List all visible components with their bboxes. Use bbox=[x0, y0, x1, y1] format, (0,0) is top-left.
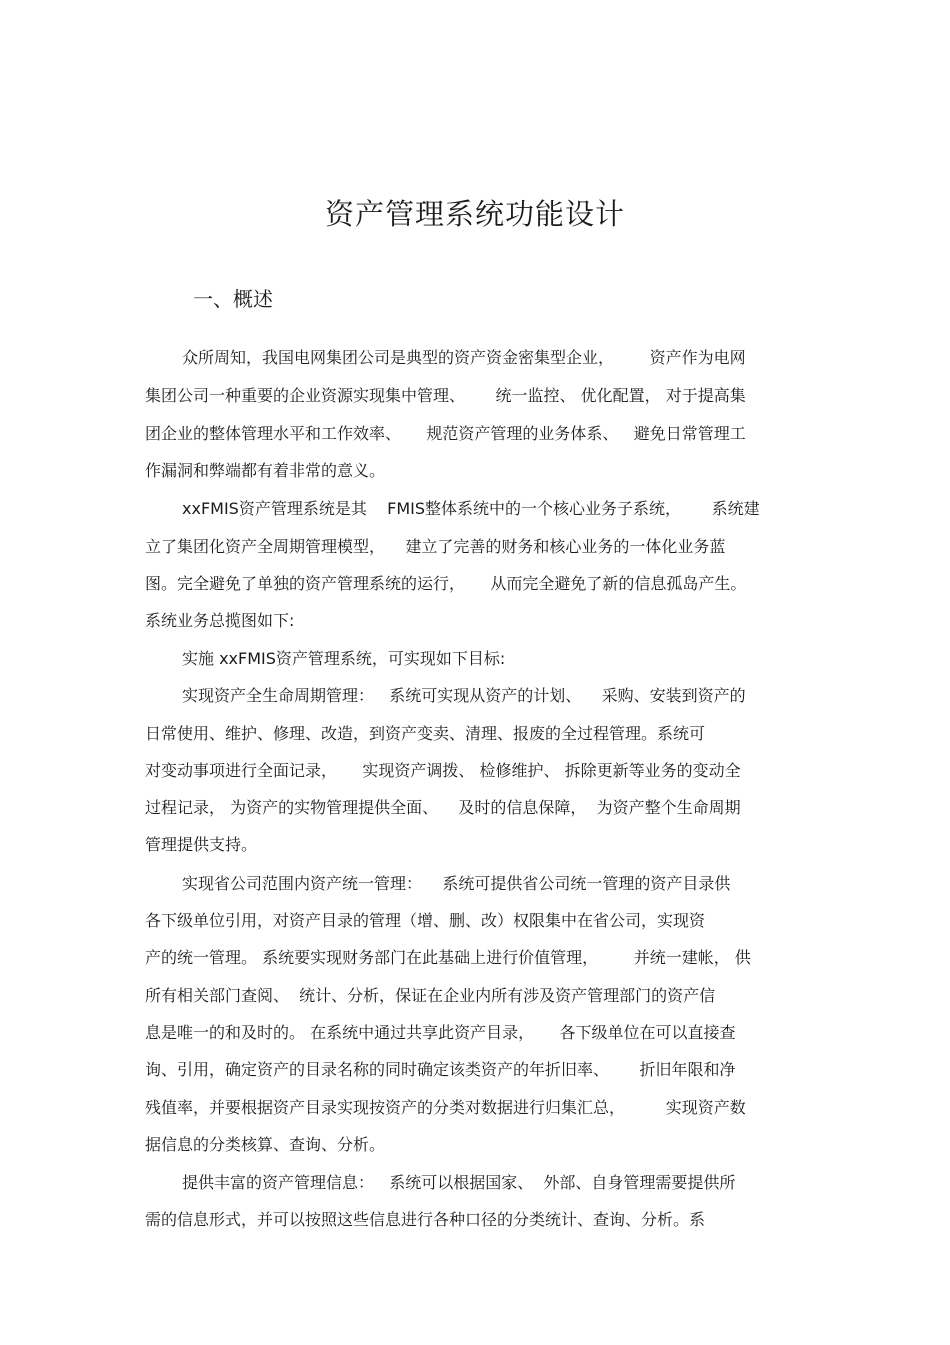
paragraph-line: 所有相关部门查阅、 统计、分析，保证在企业内所有涉及资产管理部门的资产信 bbox=[145, 986, 716, 1005]
paragraph-line: 提供丰富的资产管理信息： 系统可以根据国家、 外部、自身管理需要提供所 bbox=[182, 1173, 736, 1192]
paragraph-line: 立了集团化资产全周期管理模型， 建立了完善的财务和核心业务的一体化业务蓝 bbox=[145, 537, 726, 556]
paragraph-line: 询、引用，确定资产的目录名称的同时确定该类资产的年折旧率、 折旧年限和净 bbox=[145, 1060, 736, 1079]
paragraph-line: 管理提供支持。 bbox=[145, 835, 258, 854]
paragraph-line: 集团公司一种重要的企业资源实现集中管理、 统一监控、 优化配置， 对于提高集 bbox=[145, 386, 746, 405]
paragraph-line: 日常使用、维护、修理、改造，到资产变卖、清理、报废的全过程管理。系统可 bbox=[145, 724, 706, 743]
paragraph-line: 实现资产全生命周期管理： 系统可实现从资产的计划、 采购、安装到资产的 bbox=[182, 686, 746, 705]
section-heading-overview: 一、概述 bbox=[193, 287, 273, 311]
paragraph-line: 对变动事项进行全面记录， 实现资产调拨、 检修维护、 拆除更新等业务的变动全 bbox=[145, 761, 741, 780]
paragraph-line: 作漏洞和弊端都有着非常的意义。 bbox=[145, 461, 386, 480]
paragraph-line: 团企业的整体管理水平和工作效率、 规范资产管理的业务体系、 避免日常管理工 bbox=[145, 424, 746, 443]
paragraph-line: 众所周知，我国电网集团公司是典型的资产资金密集型企业， 资产作为电网 bbox=[182, 348, 746, 367]
paragraph-line: 实现省公司范围内资产统一管理： 系统可提供省公司统一管理的资产目录供 bbox=[182, 874, 731, 893]
paragraph-line: 产的统一管理。 系统要实现财务部门在此基础上进行价值管理， 并统一建帐， 供 bbox=[145, 948, 751, 967]
paragraph-line: 实施 xxFMIS资产管理系统，可实现如下目标: bbox=[182, 649, 506, 668]
paragraph-line: 各下级单位引用，对资产目录的管理（增、删、改）权限集中在省公司，实现资 bbox=[145, 911, 706, 930]
paragraph-line: 需的信息形式，并可以按照这些信息进行各种口径的分类统计、查询、分析。系 bbox=[145, 1210, 706, 1229]
paragraph-line: 据信息的分类核算、查询、分析。 bbox=[145, 1135, 386, 1154]
paragraph-line: 系统业务总揽图如下: bbox=[145, 611, 295, 630]
paragraph-line: 过程记录， 为资产的实物管理提供全面、 及时的信息保障， 为资产整个生命周期 bbox=[145, 798, 741, 817]
paragraph-line: xxFMIS资产管理系统是其 FMIS整体系统中的一个核心业务子系统， 系统建 bbox=[182, 499, 760, 518]
paragraph-line: 图。完全避免了单独的资产管理系统的运行， 从而完全避免了新的信息孤岛产生。 bbox=[145, 574, 747, 593]
paragraph-line: 息是唯一的和及时的。 在系统中通过共享此资产目录， 各下级单位在可以直接查 bbox=[145, 1023, 736, 1042]
document-title: 资产管理系统功能设计 bbox=[324, 197, 625, 231]
paragraph-line: 残值率，并要根据资产目录实现按资产的分类对数据进行归集汇总， 实现资产数 bbox=[145, 1098, 746, 1117]
